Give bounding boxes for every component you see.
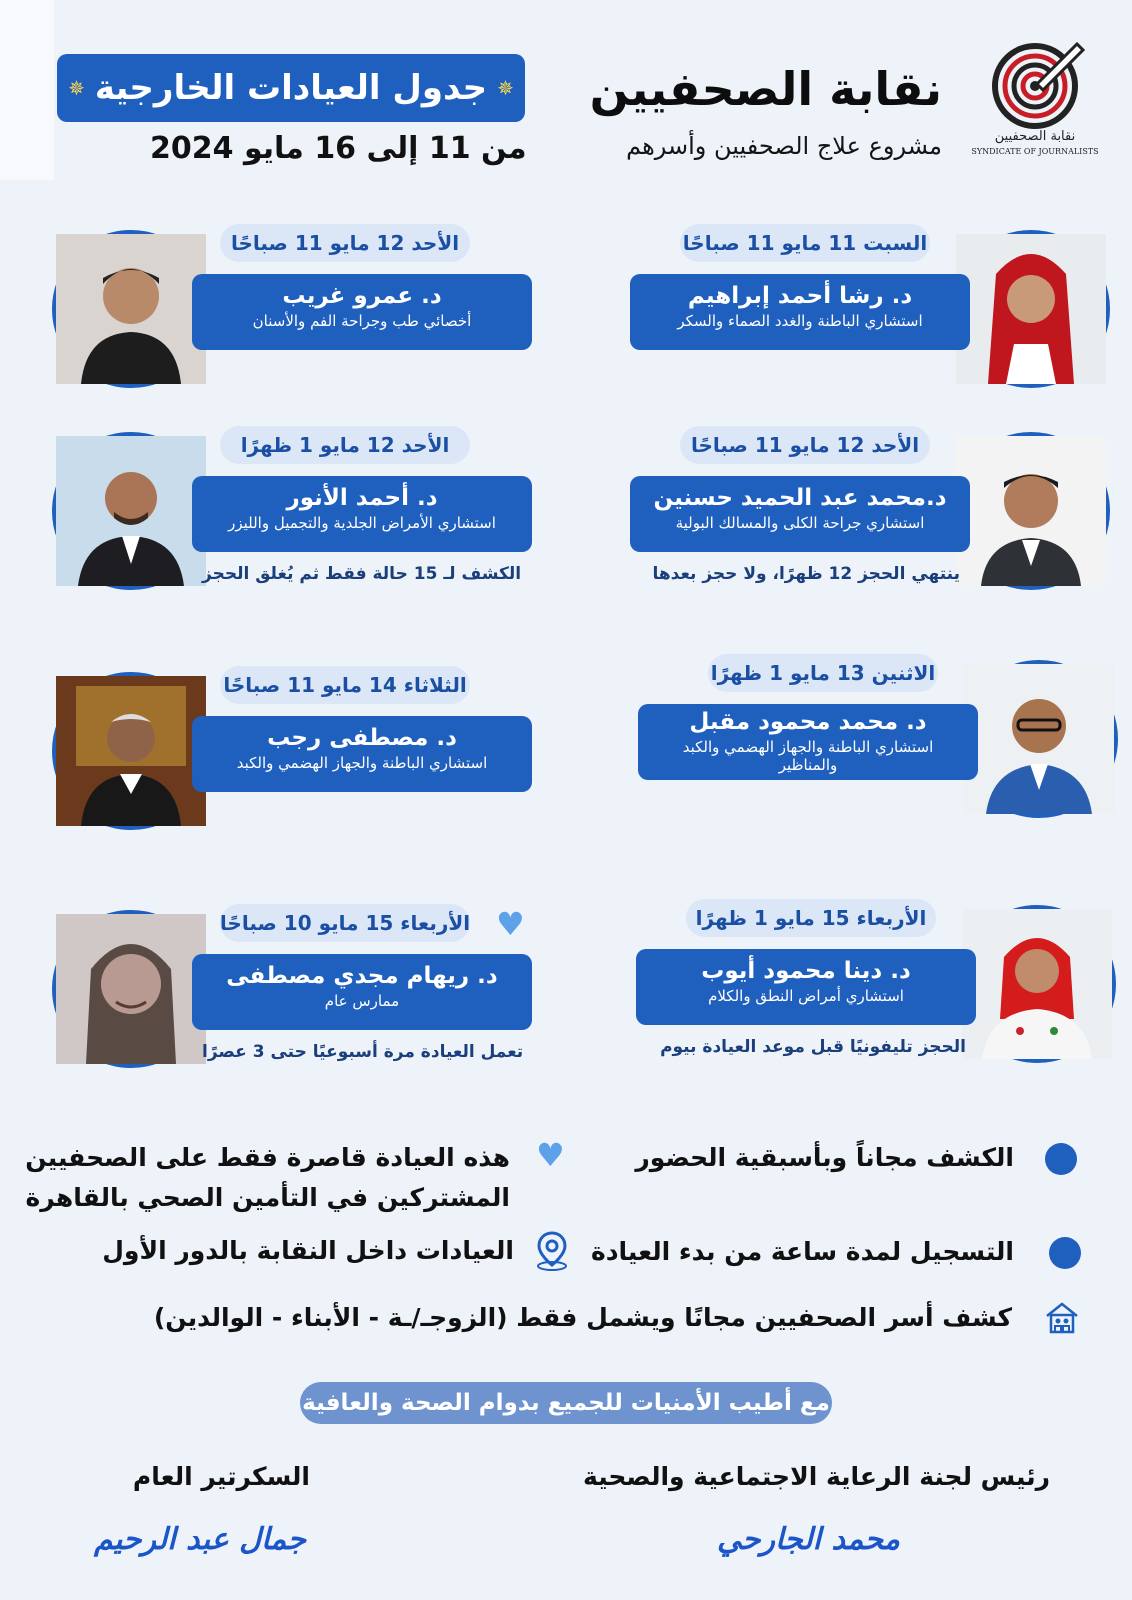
doctor-specialty: استشاري أمراض النطق والكلام	[708, 987, 904, 1005]
doctor-name: د.محمد عبد الحميد حسنين	[653, 485, 947, 511]
info-family: كشف أسر الصحفيين مجانًا ويشمل فقط (الزوجـ/ـة - الأبناء - الوالدين)	[153, 1303, 1012, 1332]
role-welfare-committee-head: رئيس لجنة الرعاية الاجتماعية والصحية	[583, 1462, 1050, 1491]
info-location: العيادات داخل النقابة بالدور الأول	[102, 1236, 514, 1265]
doctor-info-bar	[192, 716, 532, 792]
info-free-checkup: الكشف مجاناً وبأسبقية الحضور	[635, 1143, 1014, 1172]
doctor-note: ينتهي الحجز 12 ظهرًا، ولا حجز بعدها	[652, 564, 960, 584]
doctor-card	[590, 230, 1110, 400]
doctor-note: الكشف لـ 15 حالة فقط ثم يُغلق الحجز	[202, 564, 522, 584]
doctor-specialty: استشاري الباطنة والجهاز الهضمي والكبد	[236, 754, 488, 772]
doctor-photo	[52, 672, 210, 830]
bullet-dot	[1049, 1237, 1081, 1269]
org-name: نقابة الصحفيين	[589, 62, 942, 116]
doctor-specialty: استشاري الباطنة والغدد الصماء والسكر	[677, 312, 923, 330]
syndicate-logo	[971, 36, 1099, 166]
doctor-info-bar	[636, 949, 976, 1025]
appointment-slot: الأحد 12 مايو 11 صباحًا	[680, 426, 930, 464]
doctor-card	[52, 230, 572, 400]
appointment-slot: الأربعاء 15 مايو 10 صباحًا	[220, 904, 470, 942]
signature-left: جمال عبد الرحيم	[93, 1522, 306, 1557]
corner-decoration	[0, 0, 54, 180]
signature-right: محمد الجارحي	[717, 1522, 900, 1557]
doctor-card	[52, 672, 572, 842]
doctor-info-bar	[192, 274, 532, 350]
date-range: من 11 إلى 16 مايو 2024	[150, 131, 527, 166]
doctor-info-bar	[630, 274, 970, 350]
info-exclusive	[25, 1138, 510, 1218]
doctor-note: تعمل العيادة مرة أسبوعيًا حتى 3 عصرًا	[202, 1042, 524, 1062]
appointment-slot: الأحد 12 مايو 11 صباحًا	[220, 224, 470, 262]
doctor-name: د. محمد محمود مقبل	[689, 709, 927, 735]
appointment-slot: الثلاثاء 14 مايو 11 صباحًا	[220, 666, 470, 704]
appointment-slot: الأحد 12 مايو 1 ظهرًا	[220, 426, 470, 464]
info-exclusive-line1: هذه العيادة قاصرة فقط على الصحفيين	[25, 1143, 510, 1172]
doctor-specialty: ممارس عام	[324, 992, 400, 1010]
doctor-name: د. ريهام مجدي مصطفى	[226, 963, 498, 989]
doctor-note: الحجز تليفونيًا قبل موعد العيادة بيوم	[660, 1037, 966, 1057]
doctor-name: د. أحمد الأنور	[286, 485, 438, 511]
doctor-card	[52, 910, 572, 1080]
doctor-specialty: استشاري الباطنة والجهاز الهضمي والكبد والمناظير	[682, 738, 934, 774]
schedule-title-banner	[57, 54, 525, 122]
schedule-title: جدول العيادات الخارجية	[94, 68, 488, 108]
logo-text-en: SYNDICATE OF JOURNALISTS	[971, 147, 1099, 156]
doctor-info-bar	[630, 476, 970, 552]
info-exclusive-line2: المشتركين في التأمين الصحي بالقاهرة	[25, 1183, 510, 1212]
doctor-name: د. دينا محمود أيوب	[701, 958, 911, 984]
bullet-dot	[1045, 1143, 1077, 1175]
doctor-photo	[952, 230, 1110, 388]
heart-icon: ♥	[496, 905, 525, 943]
wish-banner: مع أطيب الأمنيات للجميع بدوام الصحة والعافية	[300, 1382, 832, 1424]
doctor-photo	[52, 910, 210, 1068]
family-house-icon	[1044, 1300, 1080, 1340]
doctor-card	[598, 660, 1118, 830]
star-icon: ✵	[497, 76, 514, 100]
appointment-slot: السبت 11 مايو 11 صباحًا	[680, 224, 930, 262]
doctor-photo	[958, 905, 1116, 1063]
doctor-card	[590, 432, 1110, 602]
doctor-info-bar	[192, 476, 532, 552]
appointment-slot: الاثنين 13 مايو 1 ظهرًا	[708, 654, 938, 692]
doctor-specialty: استشاري جراحة الكلى والمسالك البولية	[675, 514, 925, 532]
info-registration: التسجيل لمدة ساعة من بدء العيادة	[590, 1237, 1014, 1266]
role-secretary-general: السكرتير العام	[132, 1462, 310, 1491]
org-subtitle: مشروع علاج الصحفيين وأسرهم	[626, 132, 942, 160]
heart-icon: ♥	[536, 1136, 565, 1174]
location-pin-icon	[531, 1229, 573, 1275]
doctor-photo	[52, 432, 210, 590]
doctor-name: د. مصطفى رجب	[267, 725, 457, 751]
doctor-name: د. عمرو غريب	[282, 283, 442, 309]
doctor-specialty: أخصائي طب وجراحة الفم والأسنان	[252, 312, 472, 330]
doctor-photo	[960, 660, 1118, 818]
appointment-slot: الأربعاء 15 مايو 1 ظهرًا	[686, 899, 936, 937]
doctor-specialty: استشاري الأمراض الجلدية والتجميل والليزر	[228, 514, 496, 532]
doctor-card	[596, 905, 1116, 1075]
star-icon: ✵	[68, 76, 85, 100]
target-pen-logo-icon	[971, 36, 1099, 166]
doctor-name: د. رشا أحمد إبراهيم	[687, 283, 913, 309]
logo-text-ar: نقابة الصحفيين	[994, 129, 1076, 144]
doctor-photo	[52, 230, 210, 388]
doctor-info-bar	[192, 954, 532, 1030]
doctor-info-bar	[638, 704, 978, 780]
doctor-card	[52, 432, 572, 602]
doctor-photo	[952, 432, 1110, 590]
